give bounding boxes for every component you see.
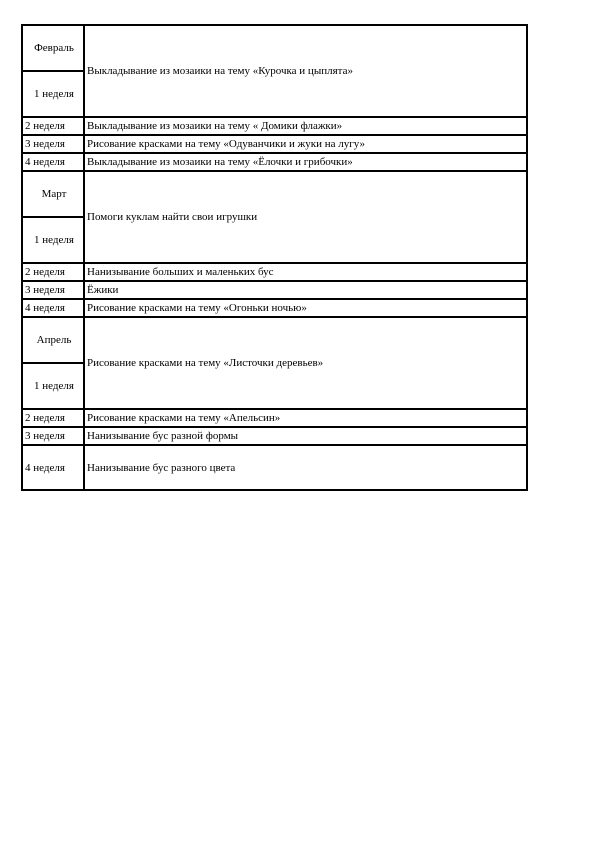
month-label: Март	[22, 171, 84, 217]
week-cell: 1 неделя	[22, 71, 84, 117]
activity-cell: Выкладывание из мозаики на тему «Курочка и цыплята»	[84, 25, 527, 117]
activity-cell: Нанизывание бус разного цвета	[84, 445, 527, 490]
table-row	[22, 281, 527, 299]
week-cell: 4 неделя	[22, 153, 84, 171]
week-cell: 1 неделя	[22, 217, 84, 263]
week-cell: 2 неделя	[22, 409, 84, 427]
week-cell: 4 неделя	[22, 299, 84, 317]
week-cell: 3 неделя	[22, 427, 84, 445]
table-row	[22, 427, 527, 445]
table-row	[22, 135, 527, 153]
activity-cell: Рисование красками на тему «Одуванчики и жуки на лугу»	[84, 135, 527, 153]
week-cell: 3 неделя	[22, 281, 84, 299]
week-cell: 3 неделя	[22, 135, 84, 153]
month-label: Февраль	[22, 25, 84, 71]
activity-cell: Рисование красками на тему «Огоньки ночью»	[84, 299, 527, 317]
table-row	[22, 25, 527, 71]
table-row	[22, 153, 527, 171]
table-row	[22, 317, 527, 363]
activity-cell: Ёжики	[84, 281, 527, 299]
table-row	[22, 445, 527, 490]
table-row	[22, 263, 527, 281]
week-cell: 1 неделя	[22, 363, 84, 409]
month-label: Апрель	[22, 317, 84, 363]
table-row	[22, 171, 527, 217]
table-row	[22, 409, 527, 427]
table-row	[22, 299, 527, 317]
activity-cell: Выкладывание из мозаики на тему « Домики флажки»	[84, 117, 527, 135]
week-cell: 2 неделя	[22, 117, 84, 135]
activity-cell: Рисование красками на тему «Апельсин»	[84, 409, 527, 427]
activity-plan-table	[21, 24, 528, 491]
activity-cell: Помоги куклам найти свои игрушки	[84, 171, 527, 263]
activity-cell: Рисование красками на тему «Листочки деревьев»	[84, 317, 527, 409]
activity-cell: Нанизывание бус разной формы	[84, 427, 527, 445]
week-cell: 2 неделя	[22, 263, 84, 281]
table-row	[22, 117, 527, 135]
activity-cell: Нанизывание больших и маленьких бус	[84, 263, 527, 281]
week-cell: 4 неделя	[22, 445, 84, 490]
activity-cell: Выкладывание из мозаики на тему «Ёлочки и грибочки»	[84, 153, 527, 171]
